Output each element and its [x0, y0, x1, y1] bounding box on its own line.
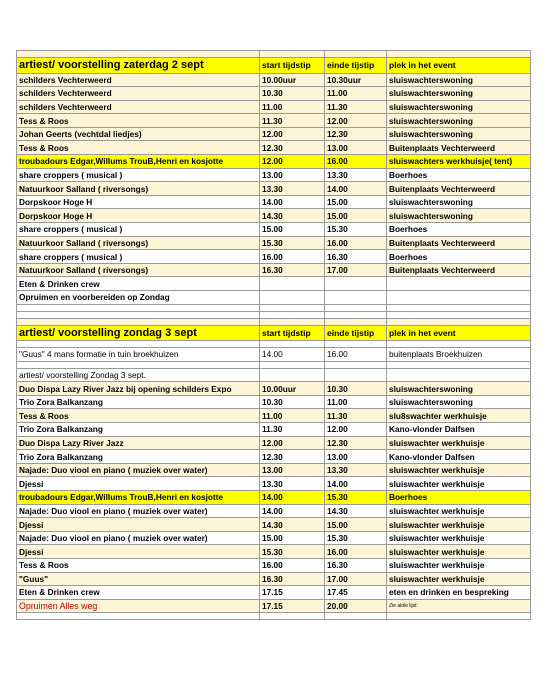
end-time-cell[interactable]: 15.30 — [325, 531, 387, 545]
location-cell[interactable]: sluiswachter werkhuisje — [387, 463, 531, 477]
artist-cell[interactable]: schilders Vechterweerd — [17, 100, 260, 114]
start-time-cell[interactable]: 11.00 — [260, 409, 325, 423]
start-time-cell[interactable]: 16.30 — [260, 263, 325, 277]
spacer-row — [17, 361, 531, 368]
location-cell[interactable] — [387, 368, 531, 382]
end-time-cell[interactable]: 10.30 — [325, 382, 387, 396]
end-time-cell[interactable]: 10.30uur — [325, 73, 387, 87]
artist-cell[interactable]: Natuurkoor Salland ( riversongs) — [17, 236, 260, 250]
start-time-cell[interactable]: 12.30 — [260, 450, 325, 464]
end-time-cell[interactable]: 15.00 — [325, 518, 387, 532]
start-time-cell[interactable] — [260, 613, 325, 620]
artist-cell[interactable]: troubadours Edgar,Willums TrouB,Henri en kosjotte — [17, 491, 260, 505]
schedule-row — [17, 409, 531, 423]
artist-cell[interactable] — [17, 341, 260, 348]
end-time-cell[interactable]: 16.00 — [325, 545, 387, 559]
end-time-cell[interactable] — [325, 341, 387, 348]
start-time-cell[interactable]: 14.00 — [260, 195, 325, 209]
header-start-time-cell[interactable]: start tijdstip — [260, 325, 325, 341]
location-cell[interactable]: Buitenplaats Vechterweerd — [387, 236, 531, 250]
artist-cell[interactable]: schilders Vechterweerd — [17, 87, 260, 101]
start-time-cell[interactable]: 12.00 — [260, 436, 325, 450]
header-end-time-cell[interactable]: einde tijstip — [325, 325, 387, 341]
artist-cell[interactable]: Trio Zora Balkanzang — [17, 395, 260, 409]
location-cell[interactable]: sluiswachter werkhuisje — [387, 572, 531, 586]
artist-cell[interactable]: Trio Zora Balkanzang — [17, 450, 260, 464]
location-cell[interactable]: Kano-vlonder Dalfsen — [387, 450, 531, 464]
schedule-body — [17, 51, 531, 620]
schedule-row — [17, 559, 531, 573]
schedule-row — [17, 182, 531, 196]
location-cell[interactable]: buitenplaats Broekhuizen — [387, 348, 531, 362]
location-cell[interactable]: sluiswachterswoning — [387, 382, 531, 396]
artist-cell[interactable]: Tess & Roos — [17, 409, 260, 423]
end-time-cell[interactable]: 13.30 — [325, 168, 387, 182]
artist-cell[interactable]: Tess & Roos — [17, 141, 260, 155]
location-cell[interactable]: sluiswachterswoning — [387, 195, 531, 209]
location-cell[interactable]: sluiswachters werkhuisje( tent) — [387, 155, 531, 169]
start-time-cell[interactable]: 17.15 — [260, 586, 325, 600]
location-cell[interactable]: Buitenplaats Vechterweerd — [387, 182, 531, 196]
location-cell[interactable] — [387, 311, 531, 318]
location-cell[interactable]: Boerhoes — [387, 223, 531, 237]
location-cell[interactable]: Kano-vlonder Dalfsen — [387, 423, 531, 437]
schedule-row — [17, 291, 531, 305]
spacer-row — [17, 51, 531, 58]
end-time-cell[interactable]: 14.00 — [325, 182, 387, 196]
end-time-cell[interactable] — [325, 318, 387, 325]
location-cell[interactable] — [387, 304, 531, 311]
start-time-cell[interactable]: 17.15 — [260, 599, 325, 613]
end-time-cell[interactable]: 16.00 — [325, 155, 387, 169]
spacer-row — [17, 311, 531, 318]
artist-cell[interactable]: Trio Zora Balkanzang — [17, 423, 260, 437]
end-time-cell[interactable]: 12.00 — [325, 114, 387, 128]
end-time-cell[interactable] — [325, 51, 387, 58]
schedule-row — [17, 100, 531, 114]
artist-cell[interactable] — [17, 311, 260, 318]
start-time-cell[interactable]: 15.00 — [260, 531, 325, 545]
header-start-time-cell[interactable]: start tijdstip — [260, 58, 325, 74]
end-time-cell[interactable]: 17.45 — [325, 586, 387, 600]
artist-cell[interactable] — [17, 613, 260, 620]
start-time-cell[interactable]: 13.00 — [260, 168, 325, 182]
end-time-cell[interactable]: 15.30 — [325, 491, 387, 505]
location-cell[interactable] — [387, 51, 531, 58]
artist-cell[interactable]: troubadours Edgar,Willums TrouB,Henri en kosjotte — [17, 155, 260, 169]
start-time-cell[interactable]: 16.00 — [260, 250, 325, 264]
location-cell[interactable]: Zie aktie lijst: — [387, 599, 531, 613]
schedule-row — [17, 382, 531, 396]
schedule-table — [16, 50, 531, 620]
start-time-cell[interactable] — [260, 368, 325, 382]
location-cell[interactable] — [387, 341, 531, 348]
start-time-cell[interactable]: 11.30 — [260, 114, 325, 128]
end-time-cell[interactable]: 13.30 — [325, 463, 387, 477]
start-time-cell[interactable] — [260, 291, 325, 305]
end-time-cell[interactable]: 12.30 — [325, 127, 387, 141]
schedule-row — [17, 423, 531, 437]
end-time-cell[interactable] — [325, 311, 387, 318]
start-time-cell[interactable]: 15.00 — [260, 223, 325, 237]
spacer-row — [17, 613, 531, 620]
artist-cell[interactable]: Johan Geerts (vechtdal liedjes) — [17, 127, 260, 141]
artist-cell[interactable]: Najade: Duo viool en piano ( muziek over water) — [17, 504, 260, 518]
schedule-row — [17, 395, 531, 409]
end-time-cell[interactable]: 13.00 — [325, 141, 387, 155]
end-time-cell[interactable] — [325, 368, 387, 382]
artist-cell[interactable]: Opruimen Alles weg — [17, 599, 260, 613]
schedule-row — [17, 450, 531, 464]
schedule-row — [17, 141, 531, 155]
end-time-cell[interactable]: 16.30 — [325, 250, 387, 264]
schedule-row — [17, 127, 531, 141]
location-cell[interactable] — [387, 291, 531, 305]
schedule-row — [17, 236, 531, 250]
schedule-row — [17, 195, 531, 209]
schedule-row — [17, 491, 531, 505]
schedule-row — [17, 477, 531, 491]
start-time-cell[interactable]: 16.30 — [260, 572, 325, 586]
location-cell[interactable]: sluiswachterswoning — [387, 395, 531, 409]
schedule-row — [17, 436, 531, 450]
artist-cell[interactable]: Duo Dispa Lazy River Jazz — [17, 436, 260, 450]
end-time-cell[interactable]: 11.00 — [325, 87, 387, 101]
start-time-cell[interactable]: 10.00uur — [260, 73, 325, 87]
start-time-cell[interactable]: 13.30 — [260, 182, 325, 196]
artist-cell[interactable] — [17, 318, 260, 325]
artist-cell[interactable]: schilders Vechterweerd — [17, 73, 260, 87]
header-artist-cell[interactable]: artiest/ voorstelling zondag 3 sept — [17, 325, 260, 341]
schedule-row — [17, 263, 531, 277]
start-time-cell[interactable]: 10.30 — [260, 395, 325, 409]
start-time-cell[interactable]: 15.30 — [260, 545, 325, 559]
location-cell[interactable]: sluiswachter werkhuisje — [387, 477, 531, 491]
schedule-row — [17, 545, 531, 559]
schedule-row — [17, 250, 531, 264]
header-end-time-cell[interactable]: einde tijstip — [325, 58, 387, 74]
schedule-row — [17, 87, 531, 101]
schedule-row — [17, 572, 531, 586]
artist-cell[interactable]: Eten & Drinken crew — [17, 586, 260, 600]
start-time-cell[interactable]: 11.30 — [260, 423, 325, 437]
location-cell[interactable] — [387, 277, 531, 291]
artist-cell[interactable]: share croppers ( musical ) — [17, 223, 260, 237]
section-header-row — [17, 58, 531, 74]
start-time-cell[interactable]: 14.00 — [260, 504, 325, 518]
artist-cell[interactable]: Djessi — [17, 518, 260, 532]
artist-cell[interactable]: artiest/ voorstelling Zondag 3 sept. — [17, 368, 260, 382]
end-time-cell[interactable]: 11.00 — [325, 395, 387, 409]
location-cell[interactable]: sluiswachterswoning — [387, 73, 531, 87]
schedule-row — [17, 463, 531, 477]
location-cell[interactable]: Boerhoes — [387, 491, 531, 505]
schedule-row — [17, 504, 531, 518]
location-cell[interactable] — [387, 361, 531, 368]
header-artist-cell[interactable]: artiest/ voorstelling zaterdag 2 sept — [17, 58, 260, 74]
artist-cell[interactable]: Dorpskoor Hoge H — [17, 209, 260, 223]
end-time-cell[interactable]: 15.00 — [325, 195, 387, 209]
location-cell[interactable]: Boerhoes — [387, 168, 531, 182]
location-cell[interactable]: Buitenplaats Vechterweerd — [387, 141, 531, 155]
schedule-row — [17, 277, 531, 291]
location-cell[interactable] — [387, 613, 531, 620]
end-time-cell[interactable]: 11.30 — [325, 100, 387, 114]
end-time-cell[interactable]: 17.00 — [325, 263, 387, 277]
artist-cell[interactable]: Tess & Roos — [17, 114, 260, 128]
location-cell[interactable]: sluiswachterswoning — [387, 87, 531, 101]
artist-cell[interactable]: Najade: Duo viool en piano ( muziek over water) — [17, 531, 260, 545]
start-time-cell[interactable] — [260, 318, 325, 325]
start-time-cell[interactable]: 12.00 — [260, 155, 325, 169]
end-time-cell[interactable] — [325, 361, 387, 368]
header-location-cell[interactable]: plek in het event — [387, 325, 531, 341]
location-cell[interactable]: sluiswachter werkhuisje — [387, 531, 531, 545]
schedule-row — [17, 599, 531, 613]
location-cell[interactable]: slu8swachter werkhuisje — [387, 409, 531, 423]
artist-cell[interactable] — [17, 361, 260, 368]
start-time-cell[interactable]: 16.00 — [260, 559, 325, 573]
end-time-cell[interactable]: 12.30 — [325, 436, 387, 450]
schedule-row — [17, 114, 531, 128]
end-time-cell[interactable]: 16.00 — [325, 348, 387, 362]
start-time-cell[interactable]: 10.30 — [260, 87, 325, 101]
end-time-cell[interactable]: 20.00 — [325, 599, 387, 613]
location-cell[interactable]: Boerhoes — [387, 250, 531, 264]
end-time-cell[interactable]: 15.30 — [325, 223, 387, 237]
end-time-cell[interactable]: 13.00 — [325, 450, 387, 464]
end-time-cell[interactable]: 11.30 — [325, 409, 387, 423]
start-time-cell[interactable]: 10.00uur — [260, 382, 325, 396]
artist-cell[interactable] — [17, 304, 260, 311]
location-cell[interactable]: sluiswachter werkhuisje — [387, 504, 531, 518]
start-time-cell[interactable]: 13.30 — [260, 477, 325, 491]
schedule-row — [17, 155, 531, 169]
artist-cell[interactable]: Dorpskoor Hoge H — [17, 195, 260, 209]
start-time-cell[interactable] — [260, 311, 325, 318]
artist-cell[interactable]: "Guus" — [17, 572, 260, 586]
end-time-cell[interactable] — [325, 277, 387, 291]
artist-cell[interactable] — [17, 51, 260, 58]
schedule-row — [17, 223, 531, 237]
end-time-cell[interactable]: 16.30 — [325, 559, 387, 573]
location-cell[interactable]: sluiswachterswoning — [387, 114, 531, 128]
end-time-cell[interactable] — [325, 304, 387, 311]
start-time-cell[interactable]: 14.30 — [260, 209, 325, 223]
start-time-cell[interactable]: 11.00 — [260, 100, 325, 114]
artist-cell[interactable]: share croppers ( musical ) — [17, 250, 260, 264]
end-time-cell[interactable] — [325, 291, 387, 305]
end-time-cell[interactable] — [325, 613, 387, 620]
schedule-row — [17, 348, 531, 362]
artist-cell[interactable]: Eten & Drinken crew — [17, 277, 260, 291]
schedule-row — [17, 209, 531, 223]
section-header-row — [17, 325, 531, 341]
spacer-row — [17, 318, 531, 325]
schedule-row — [17, 73, 531, 87]
start-time-cell[interactable] — [260, 361, 325, 368]
end-time-cell[interactable]: 14.00 — [325, 477, 387, 491]
start-time-cell[interactable] — [260, 51, 325, 58]
schedule-row — [17, 531, 531, 545]
artist-cell[interactable]: share croppers ( musical ) — [17, 168, 260, 182]
spacer-row — [17, 341, 531, 348]
start-time-cell[interactable]: 12.30 — [260, 141, 325, 155]
schedule-row — [17, 518, 531, 532]
start-time-cell[interactable]: 13.00 — [260, 463, 325, 477]
start-time-cell[interactable]: 14.00 — [260, 348, 325, 362]
schedule-row — [17, 368, 531, 382]
location-cell[interactable]: sluiswachter werkhuisje — [387, 545, 531, 559]
artist-cell[interactable]: Natuurkoor Salland ( riversongs) — [17, 263, 260, 277]
artist-cell[interactable]: Opruimen en voorbereiden op Zondag — [17, 291, 260, 305]
artist-cell[interactable]: Tess & Roos — [17, 559, 260, 573]
artist-cell[interactable]: Natuurkoor Salland ( riversongs) — [17, 182, 260, 196]
start-time-cell[interactable] — [260, 341, 325, 348]
artist-cell[interactable]: Djessi — [17, 477, 260, 491]
start-time-cell[interactable]: 12.00 — [260, 127, 325, 141]
location-cell[interactable]: eten en drinken en bespreking — [387, 586, 531, 600]
start-time-cell[interactable]: 14.30 — [260, 518, 325, 532]
schedule-row — [17, 586, 531, 600]
start-time-cell[interactable] — [260, 304, 325, 311]
location-cell[interactable]: sluiswachterswoning — [387, 100, 531, 114]
end-time-cell[interactable]: 12.00 — [325, 423, 387, 437]
end-time-cell[interactable]: 16.00 — [325, 236, 387, 250]
artist-cell[interactable]: Najade: Duo viool en piano ( muziek over water) — [17, 463, 260, 477]
location-cell[interactable]: sluiswachter werkhuisje — [387, 559, 531, 573]
end-time-cell[interactable]: 17.00 — [325, 572, 387, 586]
schedule-row — [17, 168, 531, 182]
location-cell[interactable]: Buitenplaats Vechterweerd — [387, 263, 531, 277]
spacer-row — [17, 304, 531, 311]
start-time-cell[interactable]: 15.30 — [260, 236, 325, 250]
location-cell[interactable] — [387, 318, 531, 325]
start-time-cell[interactable]: 14.00 — [260, 491, 325, 505]
location-cell[interactable]: sluiswachter werkhuisje — [387, 436, 531, 450]
end-time-cell[interactable]: 14.30 — [325, 504, 387, 518]
location-cell[interactable]: sluiswachterswoning — [387, 127, 531, 141]
location-cell[interactable]: sluiswachter werkhuisje — [387, 518, 531, 532]
start-time-cell[interactable] — [260, 277, 325, 291]
artist-cell[interactable]: "Guus" 4 mans formatie in tuin broekhuizen — [17, 348, 260, 362]
end-time-cell[interactable]: 15.00 — [325, 209, 387, 223]
artist-cell[interactable]: Djessi — [17, 545, 260, 559]
header-location-cell[interactable]: plek in het event — [387, 58, 531, 74]
artist-cell[interactable]: Duo Dispa Lazy River Jazz bij opening schilders Expo — [17, 382, 260, 396]
location-cell[interactable]: sluiswachterswoning — [387, 209, 531, 223]
